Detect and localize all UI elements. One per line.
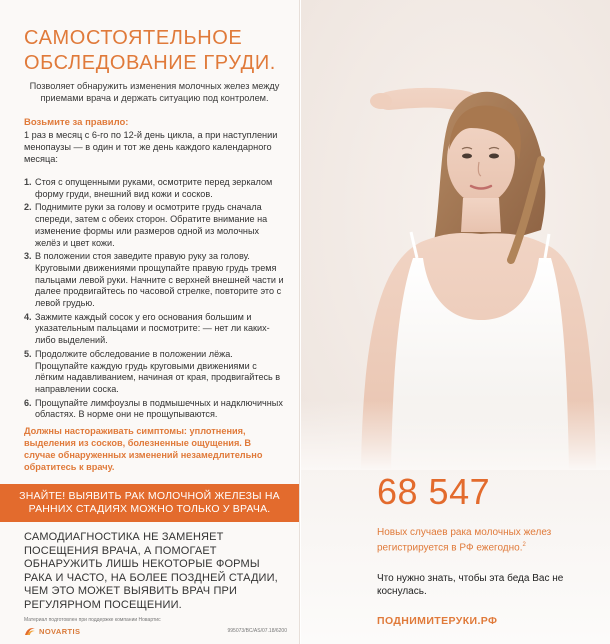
step-item [24, 251, 285, 310]
right-panel [301, 0, 610, 644]
footnote-marker: 2 [522, 542, 526, 548]
step-text: Стоя с опущенными руками, осмотрите перед зеркалом форму груди, внешний вид кожи и сосков. [35, 177, 273, 199]
step-number: 1. [24, 177, 32, 187]
warning-text: Должны настораживать симптомы: уплотнения, выделения из сосков, болезненные ощущения. В случае обнаруженных изменений незамедлительно обратитесь к врачу. [24, 426, 263, 473]
brand-name: NOVARTIS [39, 626, 81, 636]
woman-photo [301, 0, 610, 470]
footer-line [24, 626, 287, 636]
left-panel [0, 0, 300, 644]
step-number: 4. [24, 311, 32, 322]
rule-heading: Возьмите за правило: [24, 117, 129, 128]
brand-logo [24, 626, 80, 636]
step-item [24, 202, 285, 249]
step-number: 6. [24, 397, 32, 408]
website-link[interactable]: ПОДНИМИТЕРУКИ.РФ [377, 615, 498, 627]
step-text: Продолжите обследование в положении лёжа. Прощупайте каждую грудь круговыми движениями с лёгким надавливанием, начиная от края, продвигайтесь в направлении соска. [35, 348, 281, 394]
steps-list [24, 177, 285, 421]
warning-banner: ЗНАЙТЕ! ВЫЯВИТЬ РАК МОЛОЧНОЙ ЖЕЛЕЗЫ НА РАННИХ СТАДИЯХ МОЖНО ТОЛЬКО У ВРАЧА. [0, 484, 299, 522]
disclaimer-text: САМОДИАГНОСТИКА НЕ ЗАМЕНЯЕТ ПОСЕЩЕНИЯ ВРАЧА, А ПОМОГАЕТ ОБНАРУЖИТЬ ЛИШЬ НЕКОТОРЫЕ ФОРМЫ РАКА И ЧАСТО, НА БОЛЕЕ ПОЗДНЕЙ СТАДИИ, ЧЕМ ЭТО МОЖЕТ ВЫЯВИТЬ ВРАЧ ПРИ РЕГУЛЯРНОМ ПОСЕЩЕНИИ. [24, 531, 278, 611]
stat-caption-text: Новых случаев рака молочных желез регистрируется в РФ ежегодно. [377, 527, 552, 554]
step-item [24, 177, 285, 200]
step-text: Прощупайте лимфоузлы в подмышечных и надключичных областях. В норме они не прощупываются. [35, 397, 283, 420]
step-number: 3. [24, 251, 32, 262]
page-title: САМОСТОЯТЕЛЬНОЕ ОБСЛЕДОВАНИЕ ГРУДИ. [24, 27, 276, 74]
step-text: Зажмите каждый сосок у его основания большим и указательным пальцами и посмотрите: — нет ли каких-либо выделений. [35, 311, 270, 346]
step-number: 2. [24, 202, 32, 213]
step-item [24, 312, 285, 347]
stat-caption [377, 526, 602, 554]
step-text: В положении стоя заведите правую руку за голову. Круговыми движениями прощупайте правую грудь тремя пальцами левой руки. Начните с верхней внешней части и далее продвигайтесь по часовой стрелке, повторите это с левой грудью. [35, 251, 284, 309]
question-text: Что нужно знать, чтобы эта беда Вас не коснулась. [377, 573, 564, 597]
stat-number: 68 547 [377, 471, 491, 512]
rule-text: 1 раз в месяц с 6-го по 12-й день цикла, а при наступлении менопаузы — в один и тот же день каждого календарного месяца: [24, 130, 278, 164]
brand-swirl-icon [24, 626, 36, 636]
step-text: Поднимите руки за голову и осмотрите грудь сначала спереди, затем с обеих сторон. Обратите внимание на изменение формы или размеров одной из молочных желёз и цвет кожи. [35, 202, 268, 248]
footer [24, 617, 287, 636]
document-code: 995073/BC/AS/07.18/6200 [227, 628, 287, 634]
step-number: 5. [24, 348, 32, 359]
step-item [24, 398, 285, 421]
step-item [24, 349, 285, 396]
footer-note: Материал подготовлен при поддержке компании Новартис [24, 617, 161, 623]
intro-text: Позволяет обнаружить изменения молочных желез между приемами врача и держать ситуацию под контролем. [29, 81, 280, 103]
